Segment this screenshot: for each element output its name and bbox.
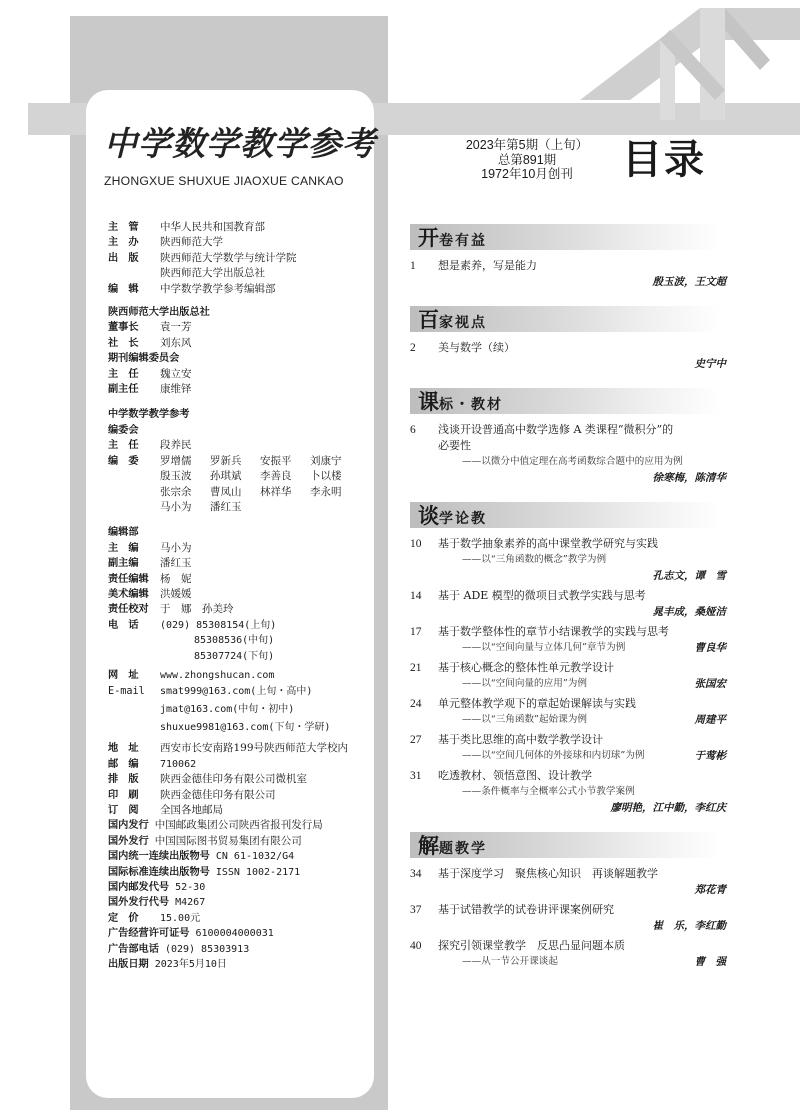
section-header [410,500,726,530]
article-title: 想是素养，写是能力 [438,259,537,272]
board-member: 李善良 [260,470,292,483]
article-authors: 郑花青 [694,884,726,896]
board-member: 刘康宁 [310,454,342,467]
journal-name-cn: 中学数学教学参考 [104,124,376,163]
info-row: 董事长 袁一芳 [108,321,192,334]
board-member: 孙琪斌 [210,470,242,483]
info-row: 国内发行 中国邮政集团公司陕西省报刊发行局 [108,819,323,832]
article-title: 单元整体教学观下的章起始课解读与实践 [438,697,636,710]
phone-row: 电 话 (029) 85308154(上旬) 85308536(中旬) 85307724(下旬) [108,619,277,662]
section-initial: 课 [418,390,439,414]
article-subtitle: ——以微分中值定理在高考函数综合题中的应用为例 [462,456,683,467]
article-subtitle: ——以“空间向量的应用”为例 [462,678,587,689]
info-row: 美术编辑 洪媛媛 [108,587,192,600]
journal-name-en: ZHONGXUE SHUXUE JIAOXUE CANKAO [104,174,344,188]
article-title: 基于数学抽象素养的高中课堂教学研究与实践 [438,537,658,550]
article-authors: 曹 强 [694,956,726,968]
section-initial: 开 [418,226,439,250]
board-member: 殷玉波 [160,470,192,483]
issue-number: 2023年第5期（上旬） [465,138,589,152]
article-title: 基于试错教学的试卷讲评课案例研究 [438,903,614,916]
section-header [410,222,726,252]
article-authors: 晁丰成，桑娅洁 [652,606,726,618]
info-row: 编 辑 中学数学教学参考编辑部 [108,282,276,295]
committee-head: 期刊编辑委员会 [108,353,180,365]
board-member: 卜以楼 [310,470,342,483]
toc-entry[interactable] [410,624,726,656]
page-number: 1 [410,260,416,272]
board-head: 中学数学教学参考 [108,409,190,421]
info-row: 国际标准连续出版物号 ISSN 1002-2171 [108,866,301,878]
info-row: 订 阅 全国各地邮局 [108,804,223,816]
board-member: 马小为 [160,500,192,513]
board-member: 罗新兵 [210,454,242,467]
page-number: 6 [410,424,416,436]
board-member: 李永明 [310,485,342,498]
toc-entry[interactable] [410,732,726,764]
section-title: 标・教材 [439,397,503,413]
article-authors: 史宁中 [694,358,726,370]
page-number: 17 [410,626,422,638]
article-subtitle: ——从一节公开课谈起 [462,956,558,967]
board-member: 罗增儒 [160,454,192,467]
page-number: 27 [410,734,422,746]
toc-entry[interactable] [410,340,726,372]
info-row: 主 编 马小为 [108,541,192,554]
section-header [410,830,726,860]
toc-entry[interactable] [410,768,726,816]
article-authors: 张国宏 [694,678,726,690]
web-row: 网 址 www.zhongshucan.com [108,668,368,683]
toc-entry[interactable] [410,866,726,898]
page-number: 10 [410,538,422,550]
toc-entry[interactable] [410,536,726,584]
article-authors: 廖明艳，江中勤，李红庆 [610,802,726,814]
section-initial: 解 [418,834,439,858]
toc-entry[interactable] [410,258,726,290]
section-title: 卷有益 [439,233,487,249]
website-link[interactable]: www.zhongshucan.com [160,669,275,681]
issue-total: 总第891期 [497,152,557,167]
info-row: 广告经营许可证号 6100004000031 [108,928,274,940]
article-subtitle: ——以“三角函数”起始课为例 [462,714,587,725]
journal-logo [98,112,376,204]
info-row: 广告部电话 (029) 85303913 [108,943,250,955]
toc-entry[interactable] [410,696,726,728]
article-title: 基于 ADE 模型的微项目式教学实践与思考 [438,589,646,602]
info-row: 主 任 段养民 [108,439,192,452]
page-number: 21 [410,662,422,674]
editorial-head: 编辑部 [108,527,139,539]
info-row: 国外发行代号 M4267 [108,897,206,909]
article-title: 基于数学整体性的章节小结课教学的实践与思考 [438,625,669,638]
info-row: 出版日期 2023年5月10日 [108,959,227,971]
article-authors: 孔志文，谭 雪 [652,570,726,582]
board-member: 曹凤山 [210,485,242,498]
article-subtitle: ——以“三角函数的概念”教学为例 [462,554,607,565]
page-number: 14 [410,590,422,602]
article-title: 美与数学（续） [438,341,515,354]
info-row: 国外发行 中国国际图书贸易集团有限公司 [108,834,302,847]
section-title: 题教学 [439,841,487,857]
article-authors: 曹良华 [694,642,726,654]
page-number: 37 [410,904,422,916]
board-head-2: 编委会 [108,424,139,436]
info-row: 责任校对 于 娜 孙美玲 [108,603,234,616]
section-initial: 谈 [418,504,439,528]
roof-decoration [520,0,800,140]
table-of-contents [410,222,726,984]
page-number: 34 [410,868,422,880]
article-title: 基于类比思维的高中数学教学设计 [438,733,603,746]
article-title: 基于核心概念的整体性单元教学设计 [438,661,614,674]
article-subtitle: ——以“空间几何体的外接球和内切球”为例 [462,750,645,761]
email-link[interactable]: shuxue9981@163.com(下旬・学研) [160,722,331,734]
article-authors: 殷玉波，王文超 [652,276,726,288]
toc-entry[interactable] [410,902,726,934]
info-row: 社 长 刘东风 [108,336,192,349]
info-row: 主 任 魏立安 [108,367,192,380]
toc-entry[interactable] [410,660,726,692]
section-header [410,304,726,334]
info-row: 主 办 陕西师范大学 [108,236,223,249]
page-number: 31 [410,770,422,782]
page-number: 2 [410,342,416,354]
info-row: 地 址 西安市长安南路199号陕西师范大学校内 [108,742,349,755]
board-member: 安振平 [260,454,292,467]
article-subtitle: ——以“空间向量与立体几何”章节为例 [462,642,626,653]
board-member: 张宗余 [160,485,192,498]
info-row: 定 价 15.00元 [108,912,201,924]
email-link[interactable]: smat999@163.com(上旬・高中) [160,686,313,698]
section-title: 家视点 [439,315,487,331]
email-link[interactable]: jmat@163.com(中旬・初中) [160,704,295,716]
section-header [410,386,726,416]
publisher-head: 陕西师范大学出版总社 [108,307,210,319]
info-row: 副主编 潘红玉 [108,557,192,570]
article-authors: 周建平 [694,714,726,726]
info-row: 主 管 中华人民共和国教育部 [108,221,265,233]
article-title: 探究引领课堂教学 反思凸显问题本质 [438,939,625,952]
issue-info [452,138,602,182]
info-row: 邮 编 710062 [108,758,197,770]
contents-title: 目录 [622,137,706,183]
article-authors: 崔 乐，李红勤 [652,920,726,932]
info-row: 国内统一连续出版物号 CN 61-1032/G4 [108,851,295,863]
page-number: 40 [410,940,422,952]
article-title: 基于深度学习 聚焦核心知识 再谈解题教学 [438,867,658,880]
article-title: 吃透教材、领悟意图、设计教学 [438,769,592,782]
info-row: 印 刷 陕西金德佳印务有限公司 [108,788,276,801]
article-title: 浅谈开设普通高中数学选修 A 类课程“微积分”的 [438,423,674,436]
page-number: 24 [410,698,422,710]
board-member: 林祥华 [260,485,292,498]
article-authors: 于莺彬 [694,750,726,762]
toc-entry[interactable] [410,588,726,620]
info-row: 出 版 陕西师范大学数学与统计学院 陕西师范大学出版总社 [108,251,297,280]
info-row: 排 版 陕西金德佳印务有限公司微机室 [108,773,307,786]
info-row: 责任编辑 杨 妮 [108,572,192,585]
board-member: 潘红玉 [210,500,242,513]
info-row: 国内邮发代号 52-30 [108,882,206,894]
masthead-info [108,220,368,972]
email-row: E-mail smat999@163.com(上旬・高中) jmat@163.com(中旬・初中) shuxue9981@163.com(下旬・学研) [108,683,368,737]
article-title-cont: 必要性 [438,439,471,452]
toc-entry[interactable] [410,938,726,970]
section-initial: 百 [418,308,439,332]
issue-founded: 1972年10月创刊 [481,167,573,181]
toc-entry[interactable] [410,422,726,486]
article-subtitle: ——条件概率与全概率公式小节教学案例 [462,786,635,797]
board-members: 编 委 罗增儒 罗新兵 安振平 刘康宁 殷玉波 孙琪斌 李善良 卜以楼 张宗余 曹凤山 林祥华 李永明 马小为 潘红玉 [108,454,368,516]
info-row: 副主任 康维铎 [108,383,192,396]
article-authors: 徐寒梅，陈清华 [652,472,726,484]
section-title: 学论教 [439,511,487,527]
